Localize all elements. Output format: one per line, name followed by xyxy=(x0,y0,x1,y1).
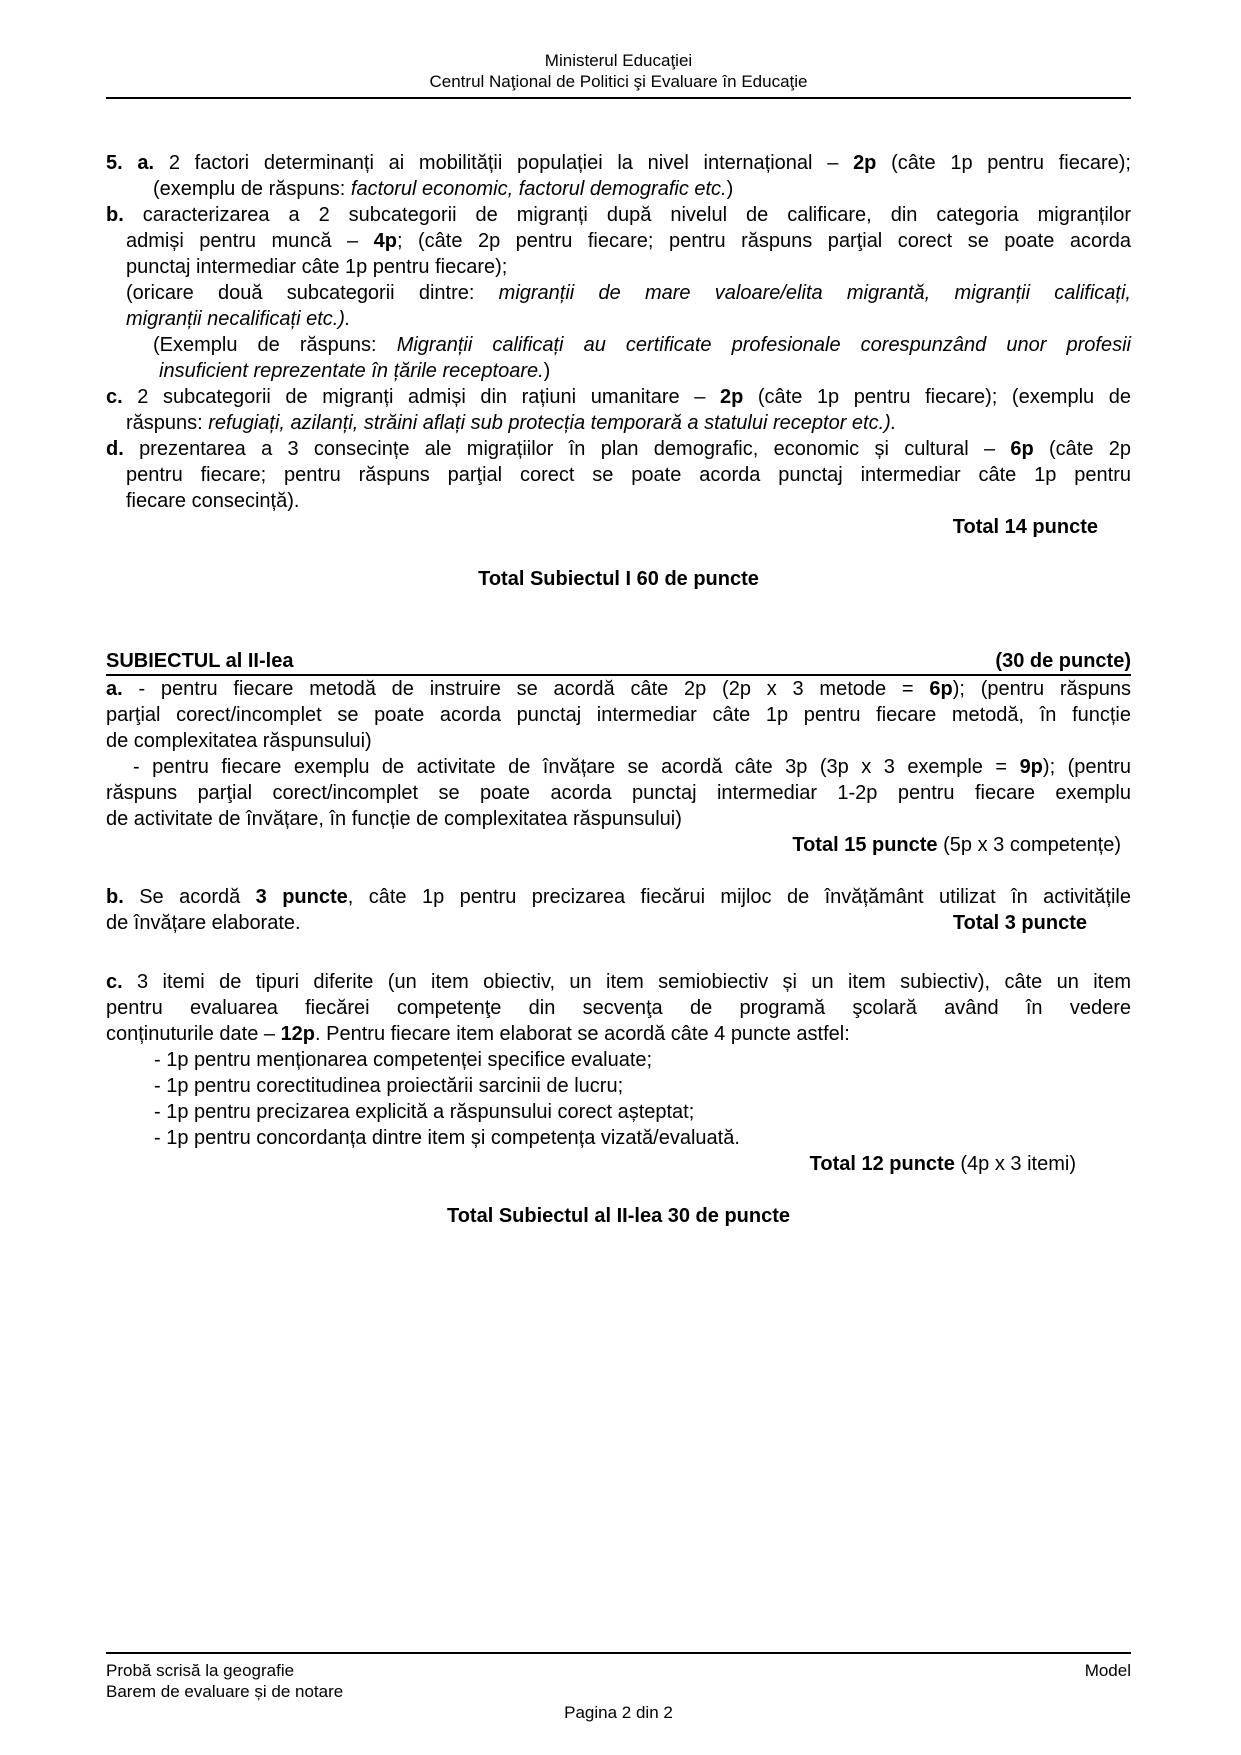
text-run-emphasis: 6p xyxy=(929,678,953,700)
criterion-line xyxy=(154,1099,1131,1125)
spacer xyxy=(106,858,1131,884)
doc-line xyxy=(133,754,1131,780)
spacer xyxy=(106,1177,1131,1203)
text-run: - 1p pentru precizarea explicită a răspunsului corect așteptat; xyxy=(154,1101,695,1123)
text-run: (oricare două subcategorii dintre: xyxy=(126,282,499,304)
criterion-line xyxy=(154,1047,1131,1073)
text-run: - 1p pentru concordanța dintre item și competența vizată/evaluată. xyxy=(154,1127,740,1149)
text-run-emphasis: 6p xyxy=(1010,438,1034,460)
text-run: (4p x 3 itemi) xyxy=(954,1153,1076,1175)
text-run: ) xyxy=(543,360,551,382)
item-5d-line xyxy=(106,436,1131,462)
text-run: - pentru fiecare metodă de instruire se acordă câte 2p (2p x 3 metode = xyxy=(138,678,930,700)
item-5b-example xyxy=(153,332,1131,358)
text-run: ) xyxy=(726,178,734,200)
text-run-emphasis: Total Subiectul I 60 de puncte xyxy=(478,568,759,590)
text-run: - pentru fiecare exemplu de activitate de învățare se acordă câte 3p (3p x 3 exemple = xyxy=(133,756,1020,778)
total-3-split xyxy=(106,910,1131,936)
spacer xyxy=(106,936,1131,969)
footer-page-number: Pagina 2 din 2 xyxy=(564,1703,673,1722)
text-run: pentru evaluarea fiecărei competenţe din secvenţa de programă şcolară având în vedere xyxy=(106,997,1131,1019)
doc-line xyxy=(106,806,1131,832)
footer-left-column xyxy=(106,1660,343,1702)
doc-line xyxy=(126,254,1131,280)
text-run-emphasis: insuficient reprezentate în țările receptoare. xyxy=(159,360,544,382)
header-center: Centrul Naţional de Politici şi Evaluare în Educaţie xyxy=(429,72,808,91)
text-run: . Pentru fiecare item elaborat se acordă câte 4 puncte astfel: xyxy=(315,1023,850,1045)
text-run-emphasis: migranții de mare valoare/elita migrantă, migranții calificați, xyxy=(498,282,1131,304)
total-12-line xyxy=(106,1151,1131,1177)
text-run: de învățare elaborate. xyxy=(106,912,301,934)
item-5c-line xyxy=(106,384,1131,410)
text-run: (câte 1p pentru fiecare); (exemplu de xyxy=(743,386,1131,408)
text-run: (câte 2p xyxy=(1033,438,1131,460)
text-run: fiecare consecință). xyxy=(126,490,300,512)
spacer xyxy=(106,99,1131,150)
text-run: ); (pentru răspuns xyxy=(952,678,1131,700)
doc-line xyxy=(126,462,1131,488)
text-run: 2 factori determinanți ai mobilității populației la nivel internațional – xyxy=(168,152,854,174)
criterion-line xyxy=(154,1073,1131,1099)
text-run-emphasis: Total Subiectul al II-lea 30 de puncte xyxy=(446,1205,791,1227)
split-left xyxy=(106,910,301,936)
doc-line xyxy=(106,702,1131,728)
doc-line xyxy=(106,1021,1131,1047)
footer-exam-type: Probă scrisă la geografie xyxy=(106,1661,295,1680)
text-run: (5p x 3 competențe) xyxy=(937,834,1121,856)
text-run-emphasis: a. xyxy=(106,678,139,700)
text-run-emphasis: factorul economic, factorul demografic etc. xyxy=(350,178,727,200)
footer-row xyxy=(106,1660,1131,1702)
text-run: 3 itemi de tipuri diferite (un item obiectiv, un item semiobiectiv și un item subiectiv), câte un item xyxy=(137,971,1131,993)
text-run: 2 subcategorii de migranți admiși din rațiuni umanitare – xyxy=(137,386,720,408)
text-run-emphasis: 5. a. xyxy=(106,152,169,174)
text-run: caracterizarea a 2 subcategorii de migranți după nivelul de calificare, din categoria migranților xyxy=(142,204,1131,226)
text-run: răspuns: xyxy=(126,412,209,434)
text-run: - 1p pentru menționarea competenței specifice evaluate; xyxy=(154,1049,653,1071)
text-run: pentru fiecare; pentru răspuns parţial corect se poate acorda punctaj intermediar câte 1p pentru xyxy=(126,464,1131,486)
text-run-emphasis: Total 15 puncte xyxy=(792,834,938,856)
text-run-emphasis: 9p xyxy=(1019,756,1043,778)
footer-doc-type: Barem de evaluare și de notare xyxy=(106,1682,344,1701)
text-run: de activitate de învățare, în funcție de complexitatea răspunsului) xyxy=(106,808,682,830)
item-5a-line xyxy=(106,150,1131,176)
doc-line xyxy=(106,780,1131,806)
doc-line xyxy=(126,228,1131,254)
total-14-line xyxy=(106,514,1131,540)
doc-line xyxy=(106,995,1131,1021)
text-run: ); (pentru xyxy=(1042,756,1131,778)
text-run: - 1p pentru corectitudinea proiectării sarcinii de lucru; xyxy=(154,1075,624,1097)
text-run-emphasis: Total 14 puncte xyxy=(952,516,1098,538)
text-run: parţial corect/incomplet se poate acorda punctaj intermediar câte 1p pentru fiecare metodă, în funcție xyxy=(106,704,1131,726)
doc-line xyxy=(159,358,1131,384)
text-run: , câte 1p pentru precizarea fiecărui mijloc de învățământ utilizat în activitățile xyxy=(347,886,1131,908)
text-run-emphasis: Total 3 puncte xyxy=(952,912,1087,934)
spacer xyxy=(106,540,1131,566)
doc-line xyxy=(126,410,1131,436)
section2-heading-title: SUBIECTUL al II-lea xyxy=(106,650,294,672)
header-ministry: Ministerul Educaţiei xyxy=(544,51,693,70)
text-run-emphasis: 2p xyxy=(853,152,877,174)
text-run-emphasis: 12p xyxy=(280,1023,316,1045)
text-run: prezentarea a 3 consecințe ale migrațiilor în plan demografic, economic și cultural – xyxy=(139,438,1011,460)
doc-line xyxy=(126,306,1131,332)
text-run-emphasis: refugiați, azilanți, străini aflați sub protecția temporară a statului receptor etc.). xyxy=(208,412,897,434)
text-run-emphasis: 3 puncte xyxy=(255,886,348,908)
text-run-emphasis: Total 12 puncte xyxy=(809,1153,955,1175)
item-2c-line xyxy=(106,969,1131,995)
spacer xyxy=(106,592,1131,648)
text-run: punctaj intermediar câte 1p pentru fiecare); xyxy=(126,256,508,278)
text-run-emphasis: 2p xyxy=(719,386,744,408)
text-run-emphasis: Migranții calificați au certificate profesionale corespunzând unor profesii xyxy=(396,334,1131,356)
text-run: conținuturile date – xyxy=(106,1023,281,1045)
text-run: admiși pentru muncă – xyxy=(126,230,374,252)
text-run: (Exemplu de răspuns: xyxy=(153,334,397,356)
item-5a-example xyxy=(153,176,1131,202)
text-run-emphasis: c. xyxy=(106,386,138,408)
subtotal-subject2-line xyxy=(106,1203,1131,1229)
doc-line xyxy=(126,488,1131,514)
document-body xyxy=(106,99,1131,1229)
text-run: Se acordă xyxy=(139,886,256,908)
total-15-line xyxy=(106,832,1131,858)
text-run-emphasis: migranții necalificați etc.). xyxy=(126,308,351,330)
subtotal-subject1-line xyxy=(106,566,1131,592)
text-run-emphasis: c. xyxy=(106,971,138,993)
item-2b-line xyxy=(106,884,1131,910)
doc-line xyxy=(126,280,1131,306)
footer-variant: Model xyxy=(1084,1661,1131,1680)
item-5b-line xyxy=(106,202,1131,228)
doc-line xyxy=(106,728,1131,754)
split-right xyxy=(953,910,1087,936)
text-run-emphasis: b. xyxy=(106,886,140,908)
text-run: de complexitatea răspunsului) xyxy=(106,730,372,752)
criterion-line xyxy=(154,1125,1131,1151)
item-2a-line xyxy=(106,676,1131,702)
text-run-emphasis: b. xyxy=(106,204,143,226)
text-run: răspuns parţial corect/incomplet se poate acorda punctaj intermediar 1-2p pentru fiecare exemplu xyxy=(106,782,1131,804)
text-run: ; (câte 2p pentru fiecare; pentru răspuns parţial corect se poate acorda xyxy=(396,230,1131,252)
text-run: (câte 1p pentru fiecare); xyxy=(876,152,1131,174)
text-run-emphasis: 4p xyxy=(373,230,397,252)
section2-heading xyxy=(106,648,1131,676)
section2-heading-points: (30 de puncte) xyxy=(995,650,1131,672)
page-footer xyxy=(106,1652,1131,1723)
text-run-emphasis: d. xyxy=(106,438,140,460)
page-header xyxy=(106,50,1131,99)
text-run: (exemplu de răspuns: xyxy=(153,178,351,200)
